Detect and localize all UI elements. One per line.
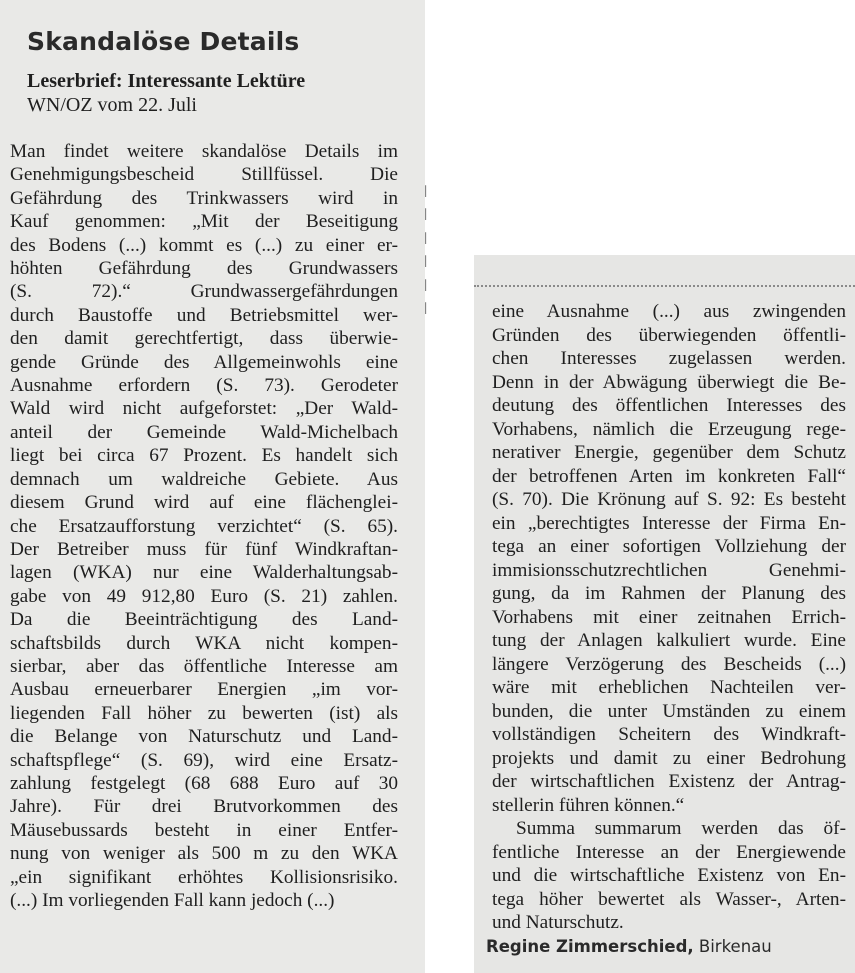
text-line: gabe von 49 912,80 Euro (S. 21) zahlen. [10,585,398,607]
text-line: ein „berechtigtes Interesse der Firma En- [492,512,846,534]
text-line: deutung des öffentlichen Interesses des [492,395,846,416]
text-line: nerativer Energie, gegenüber dem Schutz [492,442,846,463]
text-line: des Bodens (...) kommt es (...) zu einer er- [10,234,398,256]
text-line: Der Betreiber muss für fünf Windkraftan- [10,538,398,560]
column-right [492,300,846,935]
text-line: sierbar, aber das öffentliche Interesse am [10,655,398,677]
text-line: tung der Anlagen kalkuliert wurde. Eine [492,630,846,651]
text-line: die Belange von Naturschutz und Land- [10,726,398,748]
letter-clipping-left [0,0,425,973]
text-line: zahlung festgelegt (68 688 Euro auf 30 [10,772,398,794]
text-line: Da die Beeinträchtigung des Land- [10,609,398,631]
adjacent-column-edge: ǀ ǀ ǀ ǀ ǀ ǀ [424,182,428,319]
text-line: liegt bei circa 67 Prozent. Es handelt sich [10,445,398,467]
text-line: (...) Im vorliegenden Fall kann jedoch (...) [10,890,335,911]
text-line: Summa summarum werden das öf- [516,818,846,839]
text-line: (S. 70). Die Krönung auf S. 92: Es besteht [492,489,846,510]
text-line: vollständigen Scheitern des Windkraft- [492,724,846,745]
text-line: Gründen des überwiegenden öffentli- [492,324,846,346]
text-line: höhten Gefährdung des Grundwassers [10,258,398,280]
text-line: und die wirtschaftliche Existenz von En- [492,865,846,886]
headline: Skandalöse Details [27,27,300,56]
text-line: Ausnahme erfordern (S. 73). Gerodeter [10,375,398,397]
text-line: gung, da im Rahmen der Planung des [492,583,846,604]
text-line: Mäusebussards besteht in einer Entfer- [10,819,398,841]
text-line: anteil der Gemeinde Wald-Michelbach [10,421,398,443]
column-left [10,140,398,912]
text-line: Denn in der Abwägung überwiegt die Be- [492,371,846,393]
text-line: immisionsschutzrechtlichen Genehmi- [492,559,846,581]
source-line: WN/OZ vom 22. Juli [27,94,197,116]
text-line: nung von weniger als 500 m zu den WKA [10,843,398,865]
text-line: schaftspflege“ (S. 69), wird eine Ersatz- [10,749,398,771]
text-line: fentliche Interesse an der Energiewende [492,841,846,863]
text-line: Genehmigungsbescheid Stillfüssel. Die [10,164,398,186]
text-line: chen Interesses zugelassen werden. [492,348,846,369]
text-line: schaftsbilds durch WKA nicht kompen- [10,632,398,654]
text-line: bunden, die unter Umständen zu einem [492,700,846,722]
text-line: den damit gerechtfertigt, dass überwie- [10,328,398,350]
text-line: Wald wird nicht aufgeforstet: „Der Wald- [10,398,398,420]
text-line: che Ersatzaufforstung verzichtet“ (S. 65). [10,515,398,537]
text-line: demnach um waldreiche Gebiete. Aus [10,468,398,490]
text-line: (S. 72).“ Grundwassergefährdungen [10,281,398,303]
subhead: Leserbrief: Interessante Lektüre [27,70,306,92]
text-line: Jahre). Für drei Brutvorkommen des [10,796,398,818]
text-line: tega an einer sofortigen Vollziehung der [492,536,846,557]
text-line: Ausbau erneuerbarer Energien „im vor- [10,679,398,701]
text-line: Vorhabens mit einer zeitnahen Errich- [492,606,846,628]
text-line: „ein signifikant erhöhtes Kollisionsrisiko. [10,866,398,888]
author-name: Regine Zimmerschied, [486,937,694,956]
text-line: gende Gründe des Allgemeinwohls eine [10,351,398,373]
text-line: tega höher bewertet als Wasser-, Arten- [492,888,846,910]
text-line: stellerin führen können.“ [492,794,685,816]
text-line: Gefährdung des Trinkwassers wird in [10,187,398,209]
text-line: der betroffenen Arten im konkreten Fall“ [492,465,846,487]
text-line: der wirtschaftlichen Existenz der Antrag- [492,771,846,792]
text-line: diesem Grund wird auf eine flächenglei- [10,492,398,514]
dotted-rule [474,285,855,287]
text-line: eine Ausnahme (...) aus zwingenden [492,301,846,322]
text-line: Vorhabens, nämlich die Erzeugung rege- [492,418,846,440]
text-line: längere Verzögerung des Bescheids (...) [492,653,846,675]
text-line: lagen (WKA) nur eine Walderhaltungsab- [10,562,398,584]
text-line: wäre mit erheblichen Nachteilen ver- [492,677,846,698]
text-line: Kauf genommen: „Mit der Beseitigung [10,211,398,233]
text-line: durch Baustoffe und Betriebsmittel wer- [10,304,398,326]
author-place: Birkenau [698,937,772,956]
text-line: Man findet weitere skandalöse Details im [10,141,398,162]
text-line: projekts und damit zu einer Bedrohung [492,747,846,769]
signature [486,937,772,956]
letter-clipping-right [474,255,855,973]
text-line: liegenden Fall höher zu bewerten (ist) als [10,702,398,724]
text-line: und Naturschutz. [492,912,624,933]
